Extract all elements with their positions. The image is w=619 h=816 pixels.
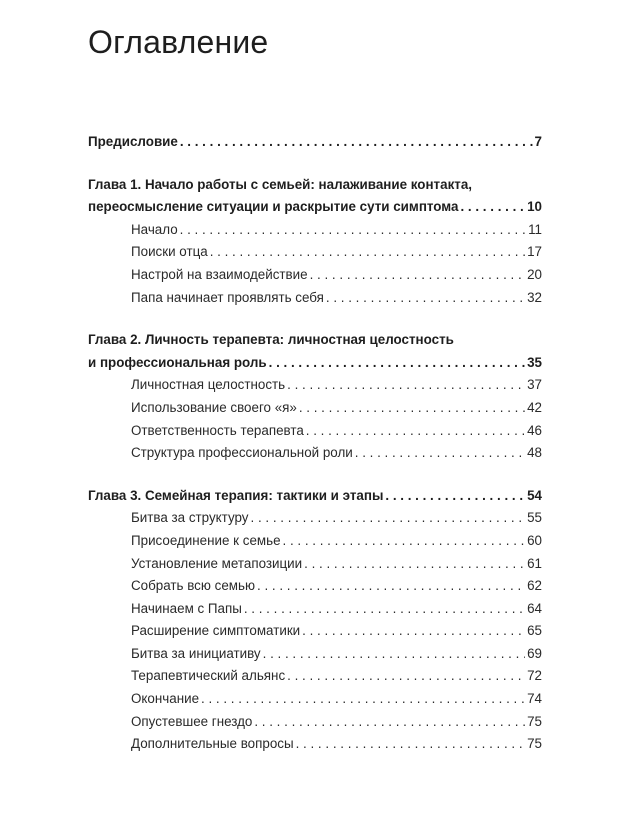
toc-entry-title: Установление метапозиции <box>131 555 303 571</box>
toc-subentry[interactable] <box>88 287 542 310</box>
toc-entry-page: 69 <box>527 645 542 661</box>
dot-leader <box>201 688 525 711</box>
toc-section-chapter-2 <box>88 329 542 465</box>
toc-subentry[interactable] <box>88 688 542 711</box>
toc-entry-page: 65 <box>527 623 542 639</box>
dot-leader <box>460 196 525 219</box>
chapter-2-title-line1[interactable]: Глава 2. Личность терапевта: личностная целостность <box>88 332 454 348</box>
toc-subentry[interactable] <box>88 598 542 621</box>
chapter-1-title-line1[interactable]: Глава 1. Начало работы с семьей: налаживание контакта, <box>88 176 472 192</box>
toc-entry-page: 48 <box>527 445 542 461</box>
toc-subentry[interactable] <box>88 575 542 598</box>
toc-section-preface <box>88 131 542 154</box>
toc-entry-page: 46 <box>527 422 542 438</box>
dot-leader <box>263 643 525 666</box>
dot-leader <box>257 575 525 598</box>
toc-subentry[interactable] <box>88 733 542 756</box>
toc-entry-page: 10 <box>527 199 542 215</box>
toc-subentry[interactable] <box>88 397 542 420</box>
toc-entry-title: Начало <box>131 221 178 237</box>
dot-leader <box>310 264 525 287</box>
toc-entry-page: 60 <box>527 532 542 548</box>
dot-leader <box>269 352 525 375</box>
toc-entry-page: 55 <box>527 510 542 526</box>
toc-entry-title: Собрать всю семью <box>131 578 256 594</box>
toc-entry-title: Начинаем с Папы <box>131 600 242 616</box>
toc-entry-page: 61 <box>527 555 542 571</box>
toc-entry-chapter-3[interactable] <box>88 485 542 508</box>
toc-subentry[interactable] <box>88 420 542 443</box>
toc-entry-page: 42 <box>527 399 542 415</box>
chapter-1-title-line2: переосмысление ситуации и раскрытие сути симптома <box>88 199 459 215</box>
toc-subentry[interactable] <box>88 264 542 287</box>
toc-entry-title: Дополнительные вопросы <box>131 736 294 752</box>
toc-entry-page: 7 <box>534 134 542 149</box>
toc-subentry[interactable] <box>88 219 542 242</box>
dot-leader <box>355 442 525 465</box>
toc-entry-preface[interactable] <box>88 131 542 154</box>
toc-entry-title: Терапевтический альянс <box>131 668 286 684</box>
toc-entry-title: Битва за структуру <box>131 510 249 526</box>
dot-leader <box>287 374 525 397</box>
dot-leader <box>302 620 525 643</box>
toc-section-chapter-3 <box>88 485 542 756</box>
dot-leader <box>210 241 525 264</box>
toc-entry-title: Предисловие <box>88 134 178 149</box>
dot-leader <box>385 485 525 508</box>
dot-leader <box>180 219 526 242</box>
toc-subentry[interactable] <box>88 711 542 734</box>
toc-section-chapter-1 <box>88 174 542 310</box>
dot-leader <box>296 733 525 756</box>
toc-entry-page: 17 <box>527 244 542 260</box>
toc-entry-page: 20 <box>527 266 542 282</box>
dot-leader <box>251 507 526 530</box>
toc-subentry[interactable] <box>88 241 542 264</box>
dot-leader <box>283 530 526 553</box>
toc-entry-title: Ответственность терапевта <box>131 422 304 438</box>
dot-leader <box>287 665 525 688</box>
dot-leader <box>326 287 525 310</box>
toc-entry-page: 72 <box>527 668 542 684</box>
toc-entry-page: 11 <box>528 221 542 237</box>
toc-subentry[interactable] <box>88 442 542 465</box>
toc-subentry[interactable] <box>88 553 542 576</box>
table-of-contents <box>88 131 542 756</box>
toc-subentry[interactable] <box>88 620 542 643</box>
dot-leader <box>254 711 525 734</box>
toc-entry-title: Структура профессиональной роли <box>131 445 353 461</box>
toc-entry-page: 35 <box>527 354 542 370</box>
toc-entry-page: 75 <box>527 736 542 752</box>
dot-leader <box>244 598 525 621</box>
dot-leader <box>306 420 525 443</box>
toc-entry-title: Использование своего «я» <box>131 399 297 415</box>
toc-subentry[interactable] <box>88 643 542 666</box>
toc-entry-page: 54 <box>527 487 542 503</box>
toc-entry-page: 64 <box>527 600 542 616</box>
toc-subentry[interactable] <box>88 665 542 688</box>
chapter-3-title: Глава 3. Семейная терапия: тактики и этапы <box>88 487 384 503</box>
chapter-2-title-line2: и профессиональная роль <box>88 354 267 370</box>
toc-entry-title: Опустевшее гнездо <box>131 713 253 729</box>
page-title: Оглавление <box>88 24 269 60</box>
dot-leader <box>180 131 533 154</box>
toc-entry-chapter-2[interactable] <box>88 352 542 375</box>
dot-leader <box>299 397 525 420</box>
toc-entry-title: Битва за инициативу <box>131 645 261 661</box>
toc-subentry[interactable] <box>88 374 542 397</box>
toc-subentry[interactable] <box>88 530 542 553</box>
dot-leader <box>304 553 525 576</box>
toc-entry-page: 32 <box>527 289 542 305</box>
toc-subentry[interactable] <box>88 507 542 530</box>
toc-entry-chapter-1[interactable] <box>88 196 542 219</box>
toc-entry-title: Папа начинает проявлять себя <box>131 289 324 305</box>
toc-entry-title: Присоединение к семье <box>131 532 281 548</box>
toc-entry-title: Расширение симптоматики <box>131 623 301 639</box>
toc-entry-page: 62 <box>527 578 542 594</box>
toc-entry-title: Настрой на взаимодействие <box>131 266 308 282</box>
toc-entry-page: 74 <box>527 691 542 707</box>
toc-entry-title: Поиски отца <box>131 244 208 260</box>
toc-entry-page: 75 <box>527 713 542 729</box>
toc-entry-title: Окончание <box>131 691 200 707</box>
toc-entry-title: Личностная целостность <box>131 377 286 393</box>
toc-entry-page: 37 <box>527 377 542 393</box>
